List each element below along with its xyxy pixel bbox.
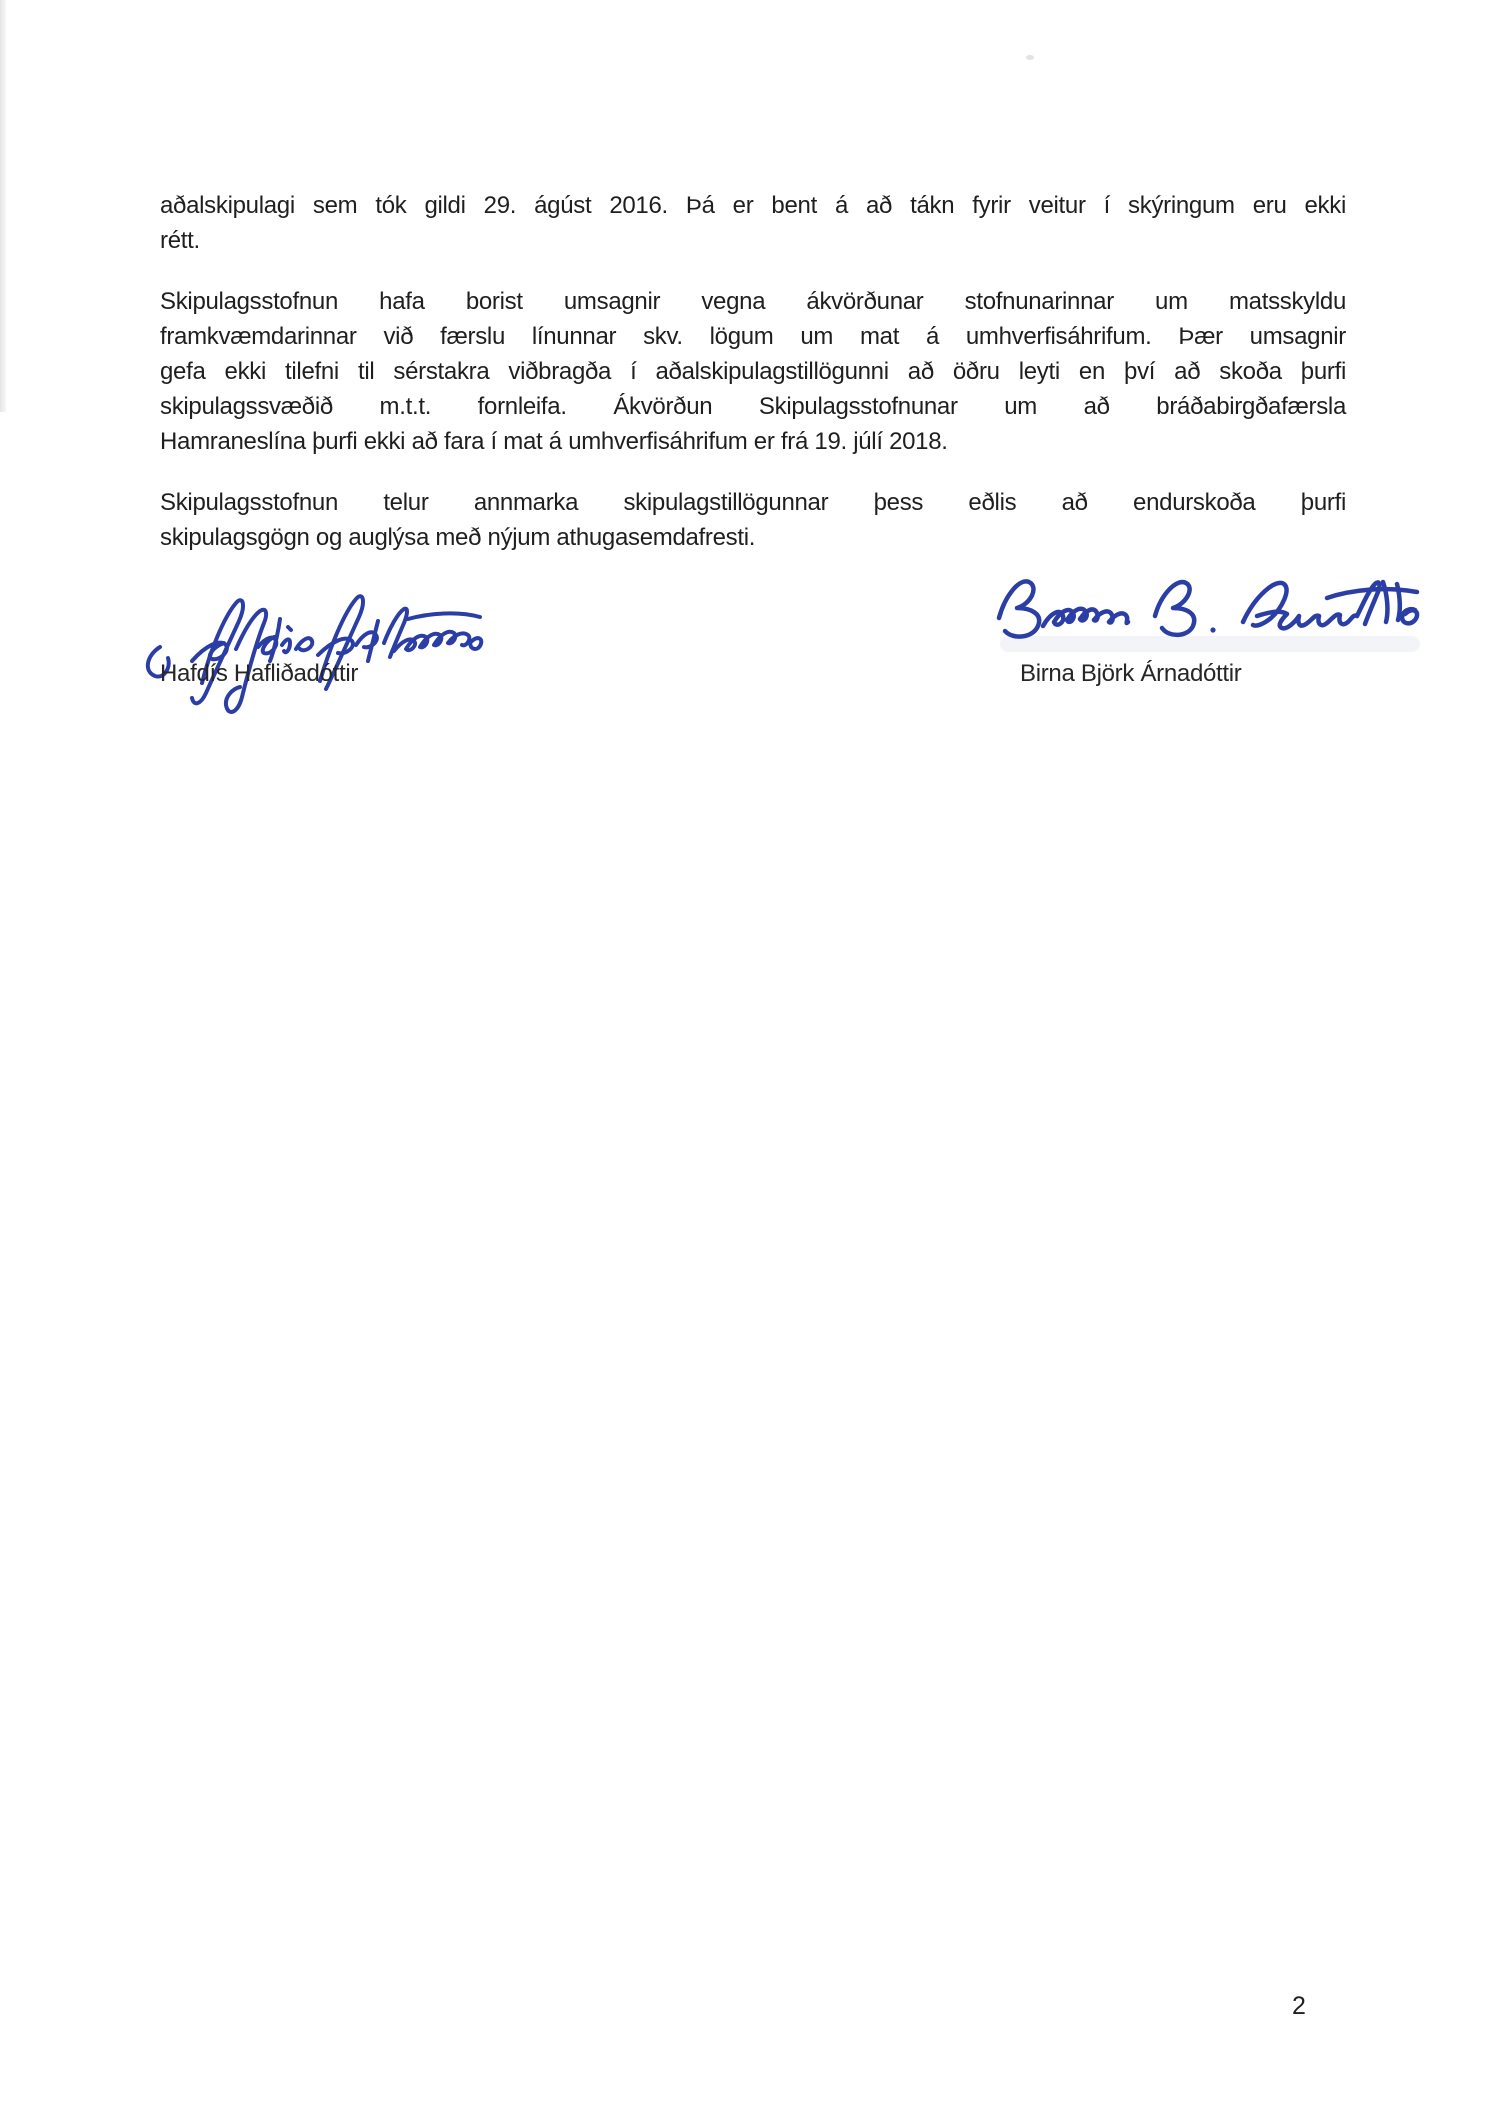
text-line: Hamraneslína þurfi ekki að fara í mat á umhverfisáhrifum er frá 19. júlí 2018.	[160, 428, 948, 455]
hafdis-signature-ink	[140, 585, 485, 725]
text-line: framkvæmdarinnar við færslu línunnar skv. lögum um mat á umhverfisáhrifum. Þær umsagnir	[160, 323, 1346, 350]
page-number: 2	[1292, 1992, 1306, 2020]
printed-name-birna: Birna Björk Árnadóttir	[1020, 660, 1242, 687]
printed-name-hafdis: Hafdís Hafliðadóttir	[160, 660, 359, 687]
scan-edge-artifact	[0, 0, 6, 412]
paragraphs	[160, 188, 1346, 581]
text-line: aðalskipulagi sem tók gildi 29. ágúst 2016. Þá er bent á að tákn fyrir veitur í skýringum eru ekki	[160, 192, 1346, 219]
text-line: skipulagssvæðið m.t.t. fornleifa. Ákvörðun Skipulagsstofnunar um að bráðabirgðafærsla	[160, 393, 1346, 420]
text-line: gefa ekki tilefni til sérstakra viðbragða í aðalskipulagstillögunni að öðru leyti en því að skoða þurfi	[160, 358, 1346, 385]
text-line: rétt.	[160, 227, 200, 254]
text-line: skipulagsgögn og auglýsa með nýjum athugasemdafresti.	[160, 524, 756, 551]
scan-speck-artifact	[1026, 55, 1034, 60]
text-line: Skipulagsstofnun hafa borist umsagnir vegna ákvörðunar stofnunarinnar um matsskyldu	[160, 288, 1346, 315]
text-line: Skipulagsstofnun telur annmarka skipulagstillögunnar þess eðlis að endurskoða þurfi	[160, 489, 1346, 516]
paragraph	[160, 188, 1346, 258]
ink-smudge-artifact	[1000, 636, 1420, 652]
paragraph	[160, 485, 1346, 555]
paragraph	[160, 284, 1346, 459]
